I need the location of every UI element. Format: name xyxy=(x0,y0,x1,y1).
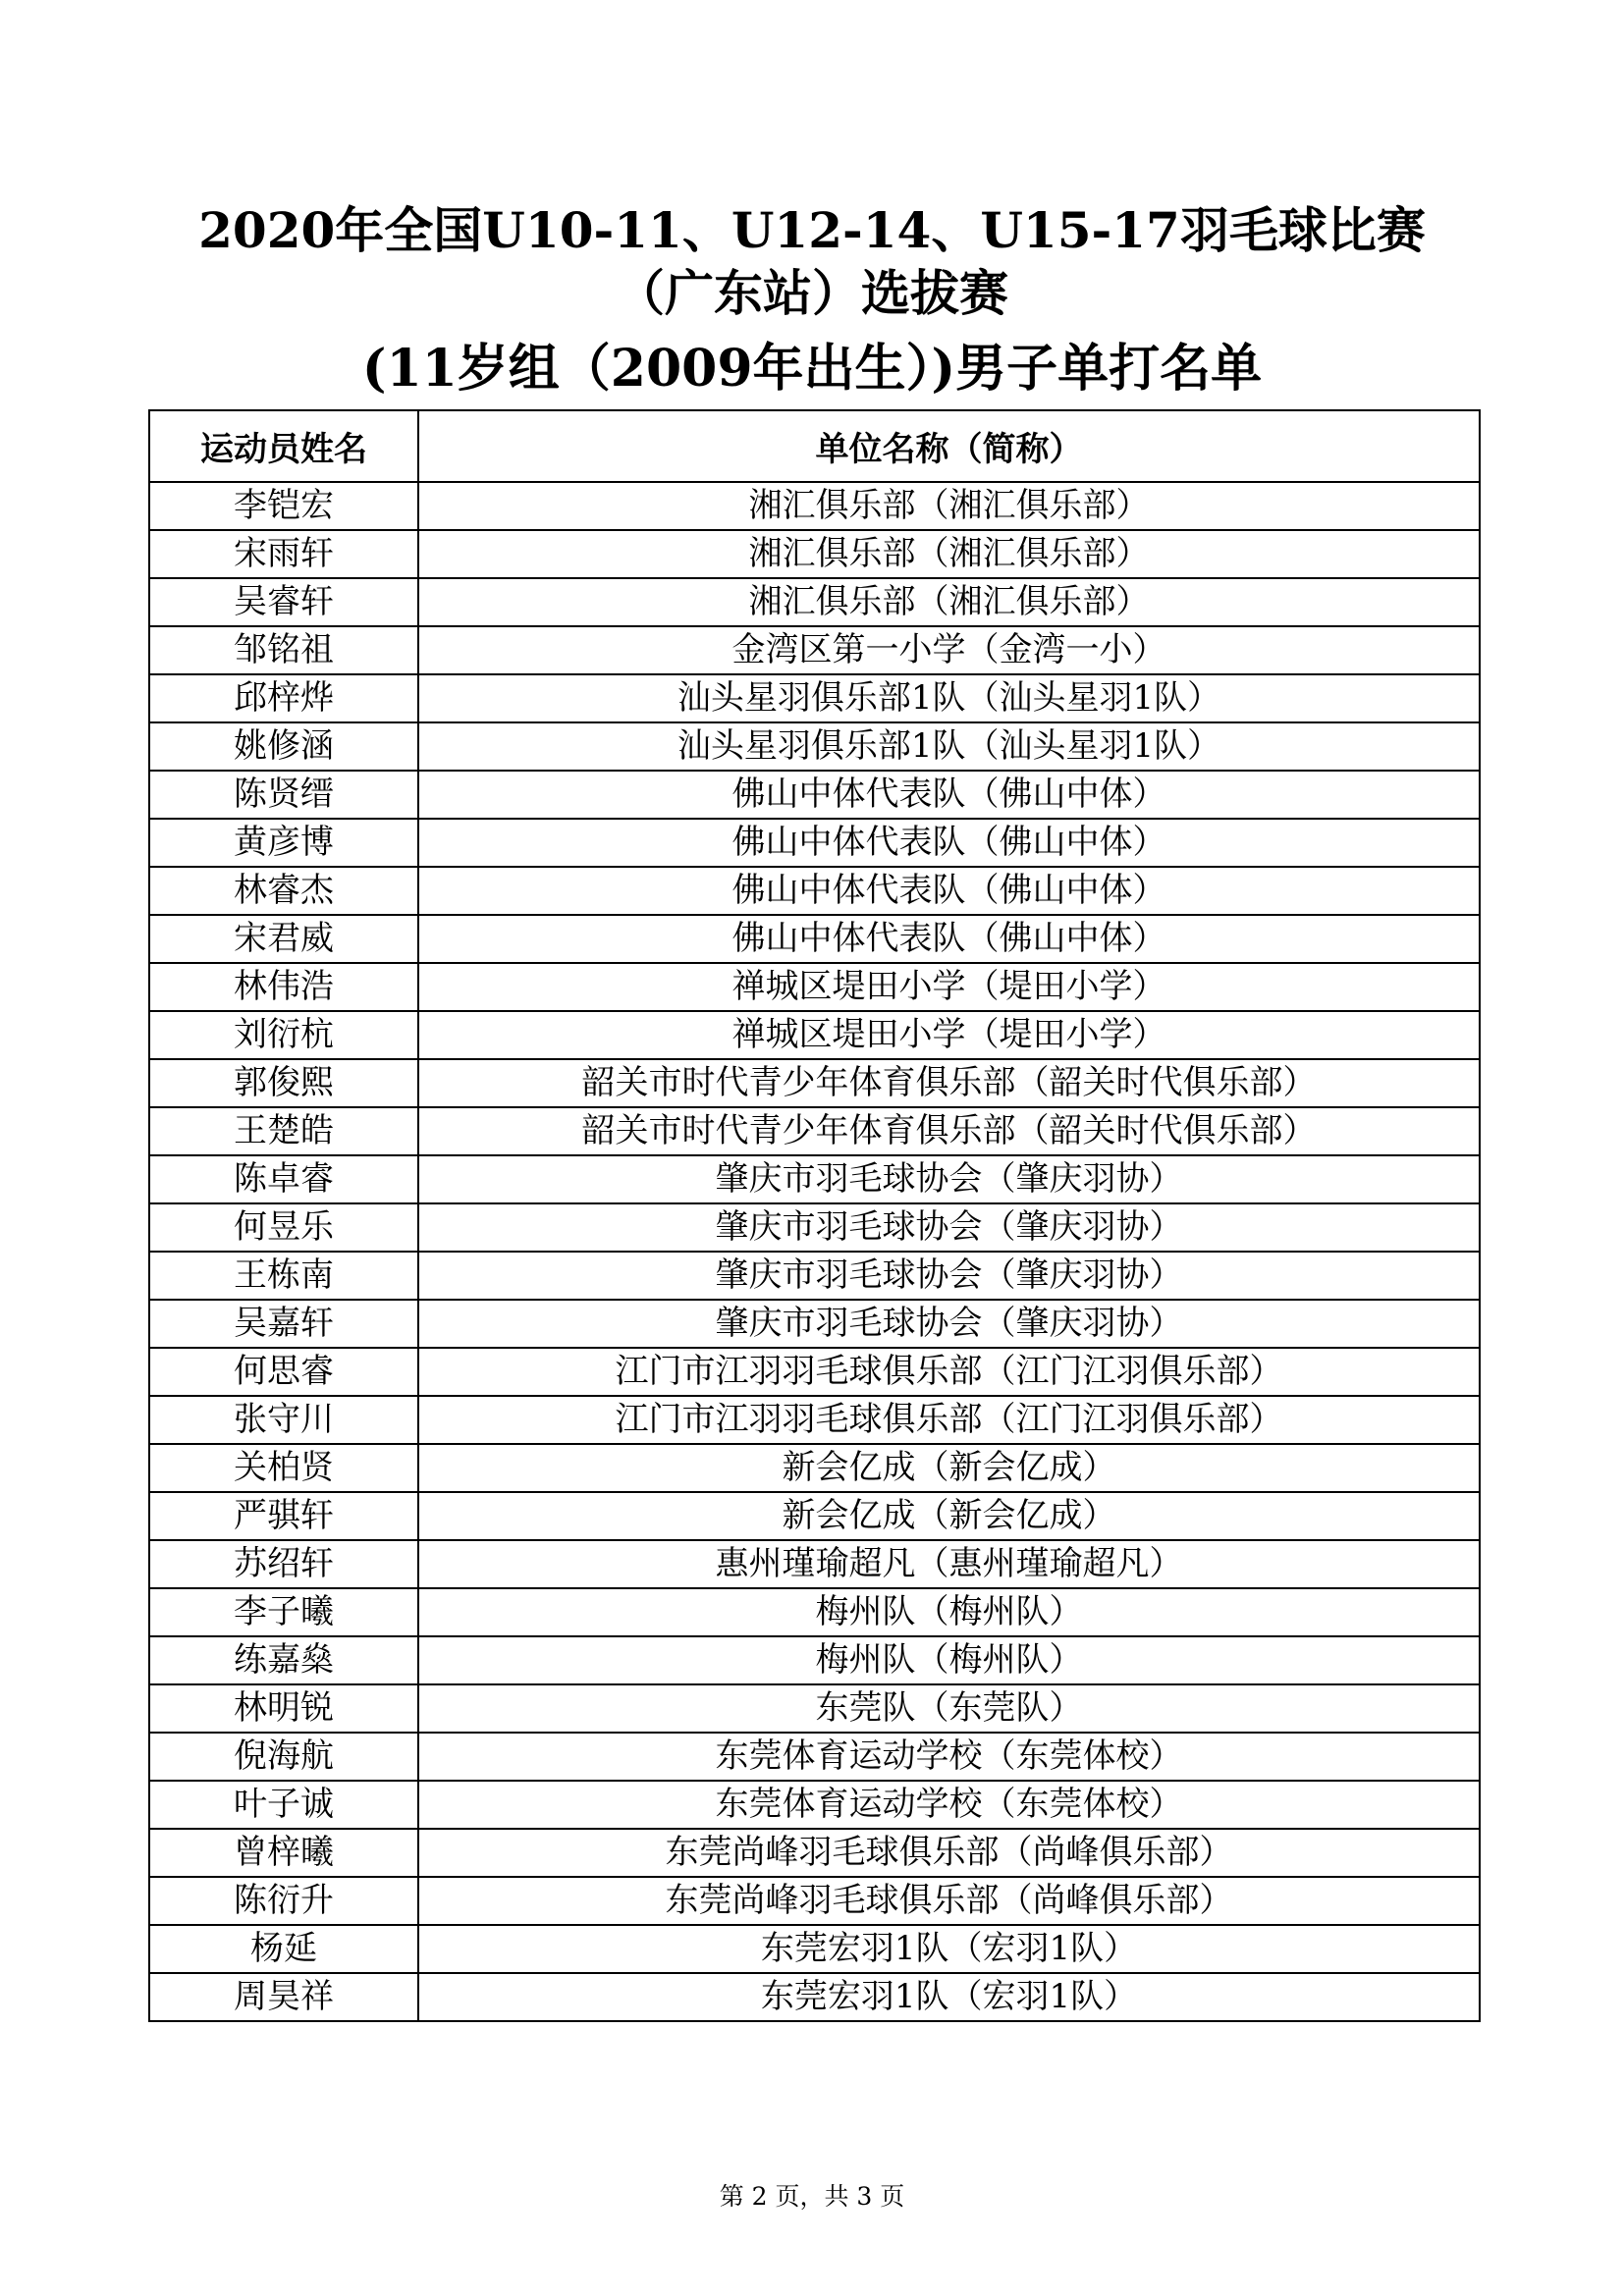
athlete-name-cell: 宋君威 xyxy=(149,915,418,963)
unit-name-cell: 湘汇俱乐部（湘汇俱乐部） xyxy=(418,530,1480,578)
table-row xyxy=(149,1588,1480,1636)
roster-table-body xyxy=(149,482,1480,2021)
athlete-name-cell: 吴嘉轩 xyxy=(149,1300,418,1348)
table-row xyxy=(149,963,1480,1011)
table-row xyxy=(149,482,1480,530)
unit-name-cell: 韶关市时代青少年体育俱乐部（韶关时代俱乐部） xyxy=(418,1107,1480,1155)
athlete-name-cell: 陈衍升 xyxy=(149,1877,418,1925)
athlete-name-cell: 李铠宏 xyxy=(149,482,418,530)
table-row xyxy=(149,578,1480,626)
table-row xyxy=(149,1781,1480,1829)
athlete-name-cell: 苏绍轩 xyxy=(149,1540,418,1588)
unit-name-cell: 东莞体育运动学校（东莞体校） xyxy=(418,1781,1480,1829)
page-number-footer: 第 2 页，共 3 页 xyxy=(719,2182,905,2211)
athlete-name-cell: 刘衍杭 xyxy=(149,1011,418,1059)
table-row xyxy=(149,1636,1480,1684)
athlete-name-cell: 叶子诚 xyxy=(149,1781,418,1829)
unit-name-cell: 肇庆市羽毛球协会（肇庆羽协） xyxy=(418,1300,1480,1348)
athlete-name-cell: 王栋南 xyxy=(149,1252,418,1300)
athlete-name-cell: 郭俊熙 xyxy=(149,1059,418,1107)
athlete-name-cell: 吴睿轩 xyxy=(149,578,418,626)
unit-name-cell: 汕头星羽俱乐部1队（汕头星羽1队） xyxy=(418,722,1480,771)
unit-name-cell: 肇庆市羽毛球协会（肇庆羽协） xyxy=(418,1203,1480,1252)
table-row xyxy=(149,915,1480,963)
unit-name-cell: 江门市江羽羽毛球俱乐部（江门江羽俱乐部） xyxy=(418,1348,1480,1396)
table-row xyxy=(149,1203,1480,1252)
table-row xyxy=(149,1252,1480,1300)
unit-name-cell: 东莞宏羽1队（宏羽1队） xyxy=(418,1973,1480,2021)
table-row xyxy=(149,1492,1480,1540)
table-row xyxy=(149,1155,1480,1203)
unit-name-cell: 金湾区第一小学（金湾一小） xyxy=(418,626,1480,674)
athlete-name-cell: 林伟浩 xyxy=(149,963,418,1011)
table-header-row xyxy=(149,410,1480,482)
athlete-name-cell: 曾梓曦 xyxy=(149,1829,418,1877)
athlete-name-cell: 张守川 xyxy=(149,1396,418,1444)
table-row xyxy=(149,1300,1480,1348)
athlete-name-cell: 邱梓烨 xyxy=(149,674,418,722)
unit-name-cell: 禅城区堤田小学（堤田小学） xyxy=(418,1011,1480,1059)
document-title-line-2: （广东站）选拔赛 xyxy=(616,264,1008,322)
table-row xyxy=(149,1829,1480,1877)
unit-name-cell: 江门市江羽羽毛球俱乐部（江门江羽俱乐部） xyxy=(418,1396,1480,1444)
table-row xyxy=(149,626,1480,674)
table-row xyxy=(149,867,1480,915)
athlete-name-cell: 王楚皓 xyxy=(149,1107,418,1155)
unit-name-cell: 东莞尚峰羽毛球俱乐部（尚峰俱乐部） xyxy=(418,1829,1480,1877)
athlete-name-cell: 练嘉燊 xyxy=(149,1636,418,1684)
unit-name-cell: 韶关市时代青少年体育俱乐部（韶关时代俱乐部） xyxy=(418,1059,1480,1107)
roster-table xyxy=(148,409,1481,2022)
athlete-name-cell: 林明锐 xyxy=(149,1684,418,1733)
table-row xyxy=(149,530,1480,578)
column-header-athlete-name: 运动员姓名 xyxy=(149,410,418,482)
unit-name-cell: 东莞体育运动学校（东莞体校） xyxy=(418,1733,1480,1781)
table-row xyxy=(149,1973,1480,2021)
unit-name-cell: 佛山中体代表队（佛山中体） xyxy=(418,771,1480,819)
table-row xyxy=(149,1107,1480,1155)
athlete-name-cell: 周昊祥 xyxy=(149,1973,418,2021)
unit-name-cell: 梅州队（梅州队） xyxy=(418,1588,1480,1636)
table-row xyxy=(149,1011,1480,1059)
table-row xyxy=(149,771,1480,819)
unit-name-cell: 东莞队（东莞队） xyxy=(418,1684,1480,1733)
athlete-name-cell: 黄彦博 xyxy=(149,819,418,867)
unit-name-cell: 东莞宏羽1队（宏羽1队） xyxy=(418,1925,1480,1973)
athlete-name-cell: 李子曦 xyxy=(149,1588,418,1636)
athlete-name-cell: 林睿杰 xyxy=(149,867,418,915)
table-row xyxy=(149,1540,1480,1588)
unit-name-cell: 汕头星羽俱乐部1队（汕头星羽1队） xyxy=(418,674,1480,722)
table-row xyxy=(149,1059,1480,1107)
unit-name-cell: 惠州瑾瑜超凡（惠州瑾瑜超凡） xyxy=(418,1540,1480,1588)
athlete-name-cell: 关柏贤 xyxy=(149,1444,418,1492)
unit-name-cell: 佛山中体代表队（佛山中体） xyxy=(418,867,1480,915)
athlete-name-cell: 宋雨轩 xyxy=(149,530,418,578)
unit-name-cell: 肇庆市羽毛球协会（肇庆羽协） xyxy=(418,1252,1480,1300)
athlete-name-cell: 陈卓睿 xyxy=(149,1155,418,1203)
table-row xyxy=(149,1877,1480,1925)
athlete-name-cell: 严骐轩 xyxy=(149,1492,418,1540)
table-row xyxy=(149,1444,1480,1492)
unit-name-cell: 肇庆市羽毛球协会（肇庆羽协） xyxy=(418,1155,1480,1203)
unit-name-cell: 佛山中体代表队（佛山中体） xyxy=(418,819,1480,867)
unit-name-cell: 湘汇俱乐部（湘汇俱乐部） xyxy=(418,482,1480,530)
table-row xyxy=(149,1925,1480,1973)
unit-name-cell: 东莞尚峰羽毛球俱乐部（尚峰俱乐部） xyxy=(418,1877,1480,1925)
athlete-name-cell: 倪海航 xyxy=(149,1733,418,1781)
table-row xyxy=(149,674,1480,722)
table-row xyxy=(149,819,1480,867)
athlete-name-cell: 姚修涵 xyxy=(149,722,418,771)
document-title-line-1: 2020年全国U10-11、U12-14、U15-17羽毛球比赛 xyxy=(198,201,1426,259)
unit-name-cell: 湘汇俱乐部（湘汇俱乐部） xyxy=(418,578,1480,626)
athlete-name-cell: 陈贤缙 xyxy=(149,771,418,819)
athlete-name-cell: 杨延 xyxy=(149,1925,418,1973)
document-subtitle: (11岁组（2009年出生）)男子单打名单 xyxy=(361,339,1263,399)
table-row xyxy=(149,1684,1480,1733)
unit-name-cell: 佛山中体代表队（佛山中体） xyxy=(418,915,1480,963)
unit-name-cell: 新会亿成（新会亿成） xyxy=(418,1492,1480,1540)
athlete-name-cell: 何昱乐 xyxy=(149,1203,418,1252)
unit-name-cell: 禅城区堤田小学（堤田小学） xyxy=(418,963,1480,1011)
unit-name-cell: 梅州队（梅州队） xyxy=(418,1636,1480,1684)
table-row xyxy=(149,1396,1480,1444)
table-row xyxy=(149,1733,1480,1781)
column-header-unit-name: 单位名称（简称） xyxy=(418,410,1480,482)
table-row xyxy=(149,1348,1480,1396)
unit-name-cell: 新会亿成（新会亿成） xyxy=(418,1444,1480,1492)
athlete-name-cell: 何思睿 xyxy=(149,1348,418,1396)
athlete-name-cell: 邹铭祖 xyxy=(149,626,418,674)
table-row xyxy=(149,722,1480,771)
